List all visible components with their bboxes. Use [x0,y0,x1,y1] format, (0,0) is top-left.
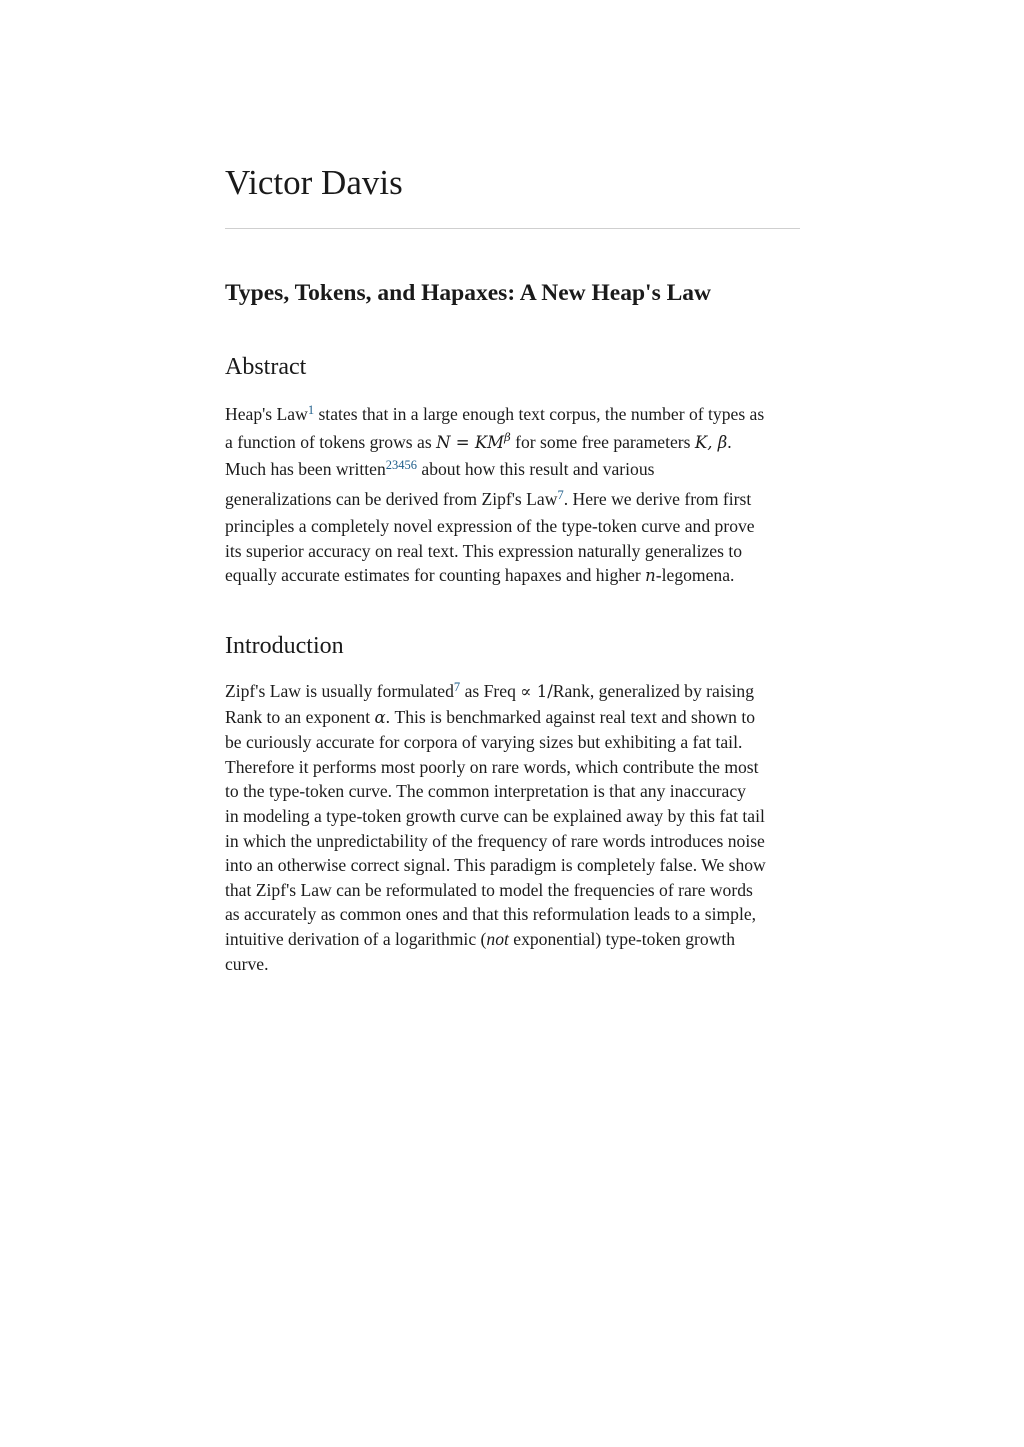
math-n: n [645,566,656,586]
intro-text: intuitive derivation of a logarithmic ( [225,928,487,949]
abstract-text: about how this result and various [417,459,655,480]
abstract-text: -legomena. [655,565,735,586]
intro-line: as accurately as common ones and that this reformulation leads to a simple, [225,904,757,925]
intro-text: exponential) type-token growth [508,928,736,949]
intro-text: Zipf's Law is usually formulated [225,681,454,701]
intro-line: curve. [225,953,269,974]
math-N: N [436,432,451,452]
intro-line: in which the unpredictability of the frequency of rare words introduces noise [225,830,765,851]
abstract-line [225,563,800,589]
abstract-heading: Abstract [225,354,307,380]
emphasis-not: not [486,928,509,949]
abstract-text: Much has been written [225,459,386,480]
intro-line [225,705,800,731]
footnote-ref-1[interactable]: 1 [307,403,315,417]
math-equals: = [450,432,475,452]
abstract-text: for some free parameters [510,431,695,452]
abstract-text: Heap's Law [225,404,308,424]
intro-text: as Freq [460,681,521,701]
intro-line [225,927,800,952]
footnote-ref-7[interactable]: 7 [453,680,461,694]
intro-line: to the type-token curve. The common interpretation is that any inaccuracy [225,781,746,802]
introduction-heading: Introduction [225,633,344,659]
math-proportional: ∝ 1/ [520,682,553,701]
abstract-text: . [727,431,732,452]
intro-line: in modeling a type-token growth curve can be explained away by this fat tail [225,805,765,826]
intro-text: Rank to an exponent [225,706,375,727]
intro-line: be curiously accurate for corpora of varying sizes but exhibiting a fat tail. [225,732,743,753]
footnote-ref-7[interactable]: 7 [557,487,564,502]
post-title: Types, Tokens, and Hapaxes: A New Heap's Law [225,280,711,306]
abstract-line: principles a completely novel expression of the type-token curve and prove [225,516,755,537]
math-params: K, β [694,432,728,452]
abstract-text: . Here we derive from first [563,488,752,509]
intro-text: Rank, generalized by raising [552,681,755,701]
intro-line: that Zipf's Law can be reformulated to model the frequencies of rare words [225,879,753,900]
math-KM: KM [474,432,505,452]
abstract-text: a function of tokens grows as [225,431,437,452]
site-title[interactable]: Victor Davis [225,163,403,202]
abstract-line: its superior accuracy on real text. This expression naturally generalizes to [225,540,743,561]
intro-text: . This is benchmarked against real text and shown to [385,706,756,727]
math-beta-exponent: β [504,429,511,444]
intro-line: Therefore it performs most poorly on rare words, which contribute the most [225,756,759,777]
footnote-ref-23456[interactable]: 23456 [385,458,417,473]
abstract-text: generalizations can be derived from Zipf's Law [225,488,558,509]
abstract-line [225,400,800,430]
abstract-text: equally accurate estimates for counting hapaxes and higher [225,565,646,586]
abstract-text: states that in a large enough text corpus, the number of types as [314,404,765,424]
intro-line: into an otherwise correct signal. This paradigm is completely false. We show [225,855,766,876]
abstract-line [225,455,800,485]
abstract-paragraph [225,400,800,589]
introduction-paragraph [225,679,800,976]
abstract-line [225,430,800,456]
abstract-line [225,485,800,515]
intro-line [225,679,800,705]
header-divider [225,228,800,229]
math-alpha: α [374,707,386,727]
